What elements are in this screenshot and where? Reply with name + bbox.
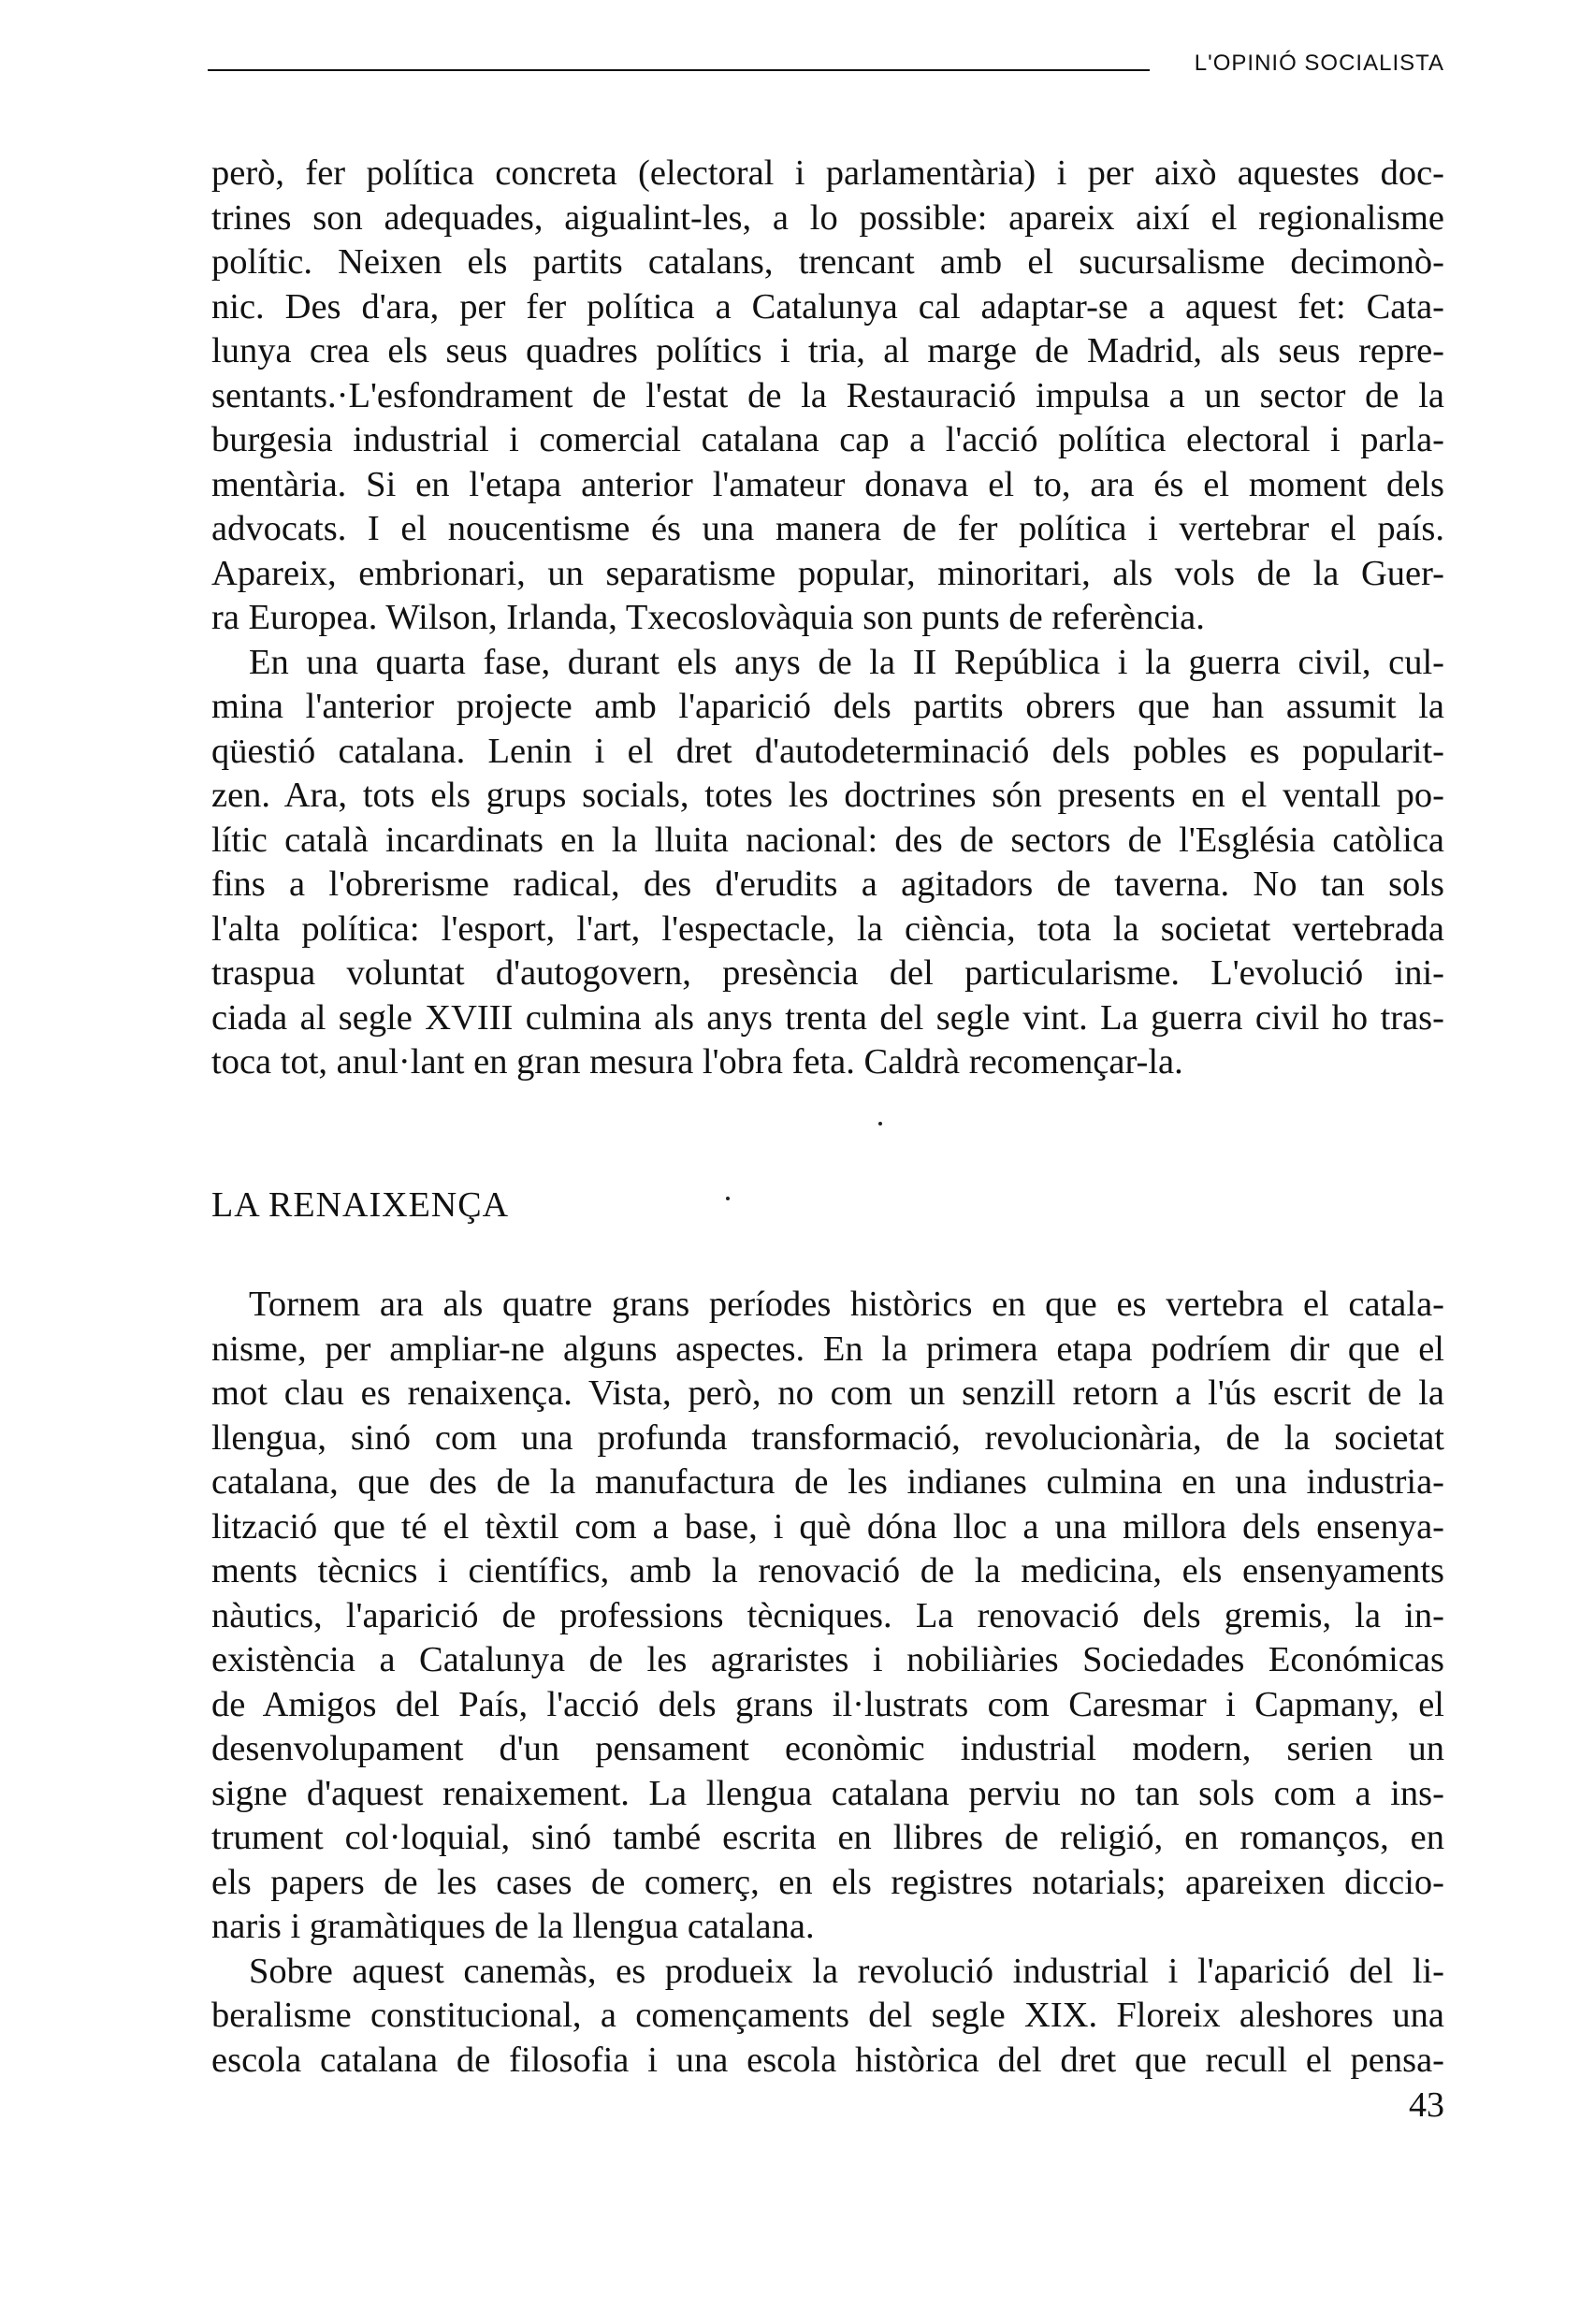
text-line: trines son adequades, aigualint-les, a lo possible: apareix així el regionalisme bbox=[211, 197, 1444, 238]
text-line: de Amigos del País, l'acció dels grans il·lustrats com Caresmar i Capmany, el bbox=[211, 1684, 1444, 1724]
text-line: existència a Catalunya de les agraristes i nobiliàries Sociedades Económicas bbox=[211, 1640, 1444, 1679]
text-line: signe d'aquest renaixement. La llengua catalana perviu no tan sols com a ins- bbox=[211, 1773, 1444, 1813]
text-line: ciada al segle XVIII culmina als anys trenta del segle vint. La guerra civil ho tras- bbox=[211, 997, 1444, 1038]
text-line: lització que té el tèxtil com a base, i què dóna lloc a una millora dels ensenya- bbox=[211, 1506, 1444, 1547]
text-line: naris i gramàtiques de la llengua catalana. bbox=[211, 1907, 815, 1946]
text-line: els papers de les cases de comerç, en els registres notarials; apareixen diccio- bbox=[211, 1862, 1444, 1902]
text-line: traspua voluntat d'autogovern, presència del particularisme. L'evolució ini- bbox=[211, 953, 1444, 993]
text-line: ra Europea. Wilson, Irlanda, Txecoslovàquia son punts de referència. bbox=[211, 598, 1205, 637]
stray-mark bbox=[878, 1122, 882, 1126]
text-line: nisme, per ampliar-ne alguns aspectes. En la primera etapa podríem dir que el bbox=[211, 1329, 1444, 1369]
text-line: advocats. I el noucentisme és una manera de fer política i vertebrar el país. bbox=[211, 509, 1444, 548]
text-line: toca tot, anul·lant en gran mesura l'obra feta. Caldrà recomençar-la. bbox=[211, 1042, 1183, 1082]
text-line: polític. Neixen els partits catalans, trencant amb el sucursalisme decimonò- bbox=[211, 242, 1444, 282]
text-line: trument col·loquial, sinó també escrita en llibres de religió, en romanços, en bbox=[211, 1818, 1444, 1857]
text-line: escola catalana de filosofia i una escola històrica del dret que recull el pensa- bbox=[211, 2040, 1444, 2080]
text-line: mina l'anterior projecte amb l'aparició dels partits obrers que han assumit la bbox=[211, 687, 1444, 726]
text-line: Apareix, embrionari, un separatisme popular, minoritari, als vols de la Guer- bbox=[211, 553, 1444, 593]
text-line: sentants.·L'esfondrament de l'estat de la Restauració impulsa a un sector de la bbox=[211, 375, 1444, 415]
page-number: 43 bbox=[1409, 2085, 1444, 2125]
header-rule bbox=[208, 69, 1150, 71]
text-line: catalana, que des de la manufactura de les indianes culmina en una industria- bbox=[211, 1462, 1444, 1502]
text-line: fins a l'obrerisme radical, des d'erudits a agitadors de taverna. No tan sols bbox=[211, 864, 1444, 904]
text-line: qüestió catalana. Lenin i el dret d'autodeterminació dels pobles es popularit- bbox=[211, 731, 1444, 771]
text-line: però, fer política concreta (electoral i parlamentària) i per això aquestes doc- bbox=[211, 153, 1444, 193]
text-line: beralisme constitucional, a començaments del segle XIX. Floreix aleshores una bbox=[211, 1996, 1444, 2035]
text-line: l'alta política: l'esport, l'art, l'espectacle, la ciència, tota la societat vertebrada bbox=[211, 908, 1444, 949]
text-line: lunya crea els seus quadres polítics i tria, al marge de Madrid, als seus repre- bbox=[211, 331, 1444, 370]
text-line: ments tècnics i científics, amb la renovació de la medicina, els ensenyaments bbox=[211, 1551, 1444, 1590]
text-line: lític català incardinats en la lluita nacional: des de sectors de l'Església catòlica bbox=[211, 820, 1444, 860]
section-heading: LA RENAIXENÇA bbox=[211, 1185, 510, 1225]
body-text-block-1 bbox=[211, 152, 1444, 1085]
text-line: nic. Des d'ara, per fer política a Catalunya cal adaptar-se a aquest fet: Cata- bbox=[211, 286, 1444, 327]
text-line: mentària. Si en l'etapa anterior l'amateur donava el to, ara és el moment dels bbox=[211, 464, 1444, 504]
text-line: llengua, sinó com una profunda transformació, revolucionària, de la societat bbox=[211, 1417, 1444, 1458]
text-line: Tornem ara als quatre grans períodes històrics en que es vertebra el catala- bbox=[249, 1285, 1444, 1324]
text-line: zen. Ara, tots els grups socials, totes les doctrines són presents en el ventall po- bbox=[211, 776, 1444, 815]
text-line: mot clau es renaixença. Vista, però, no com un senzill retorn a l'ús escrit de la bbox=[211, 1373, 1444, 1413]
body-text-block-2 bbox=[211, 1283, 1444, 2083]
stray-mark bbox=[726, 1197, 730, 1200]
text-line: Sobre aquest canemàs, es produeix la revolució industrial i l'aparició del li- bbox=[249, 1951, 1444, 1991]
text-line: En una quarta fase, durant els anys de la II República i la guerra civil, cul- bbox=[249, 642, 1444, 682]
running-header bbox=[208, 47, 1444, 84]
running-header-title: L'OPINIÓ SOCIALISTA bbox=[1194, 51, 1444, 76]
text-line: desenvolupament d'un pensament econòmic industrial modern, serien un bbox=[211, 1729, 1444, 1768]
text-line: nàutics, l'aparició de professions tècniques. La renovació dels gremis, la in- bbox=[211, 1595, 1444, 1635]
text-line: burgesia industrial i comercial catalana cap a l'acció política electoral i parla- bbox=[211, 420, 1444, 459]
